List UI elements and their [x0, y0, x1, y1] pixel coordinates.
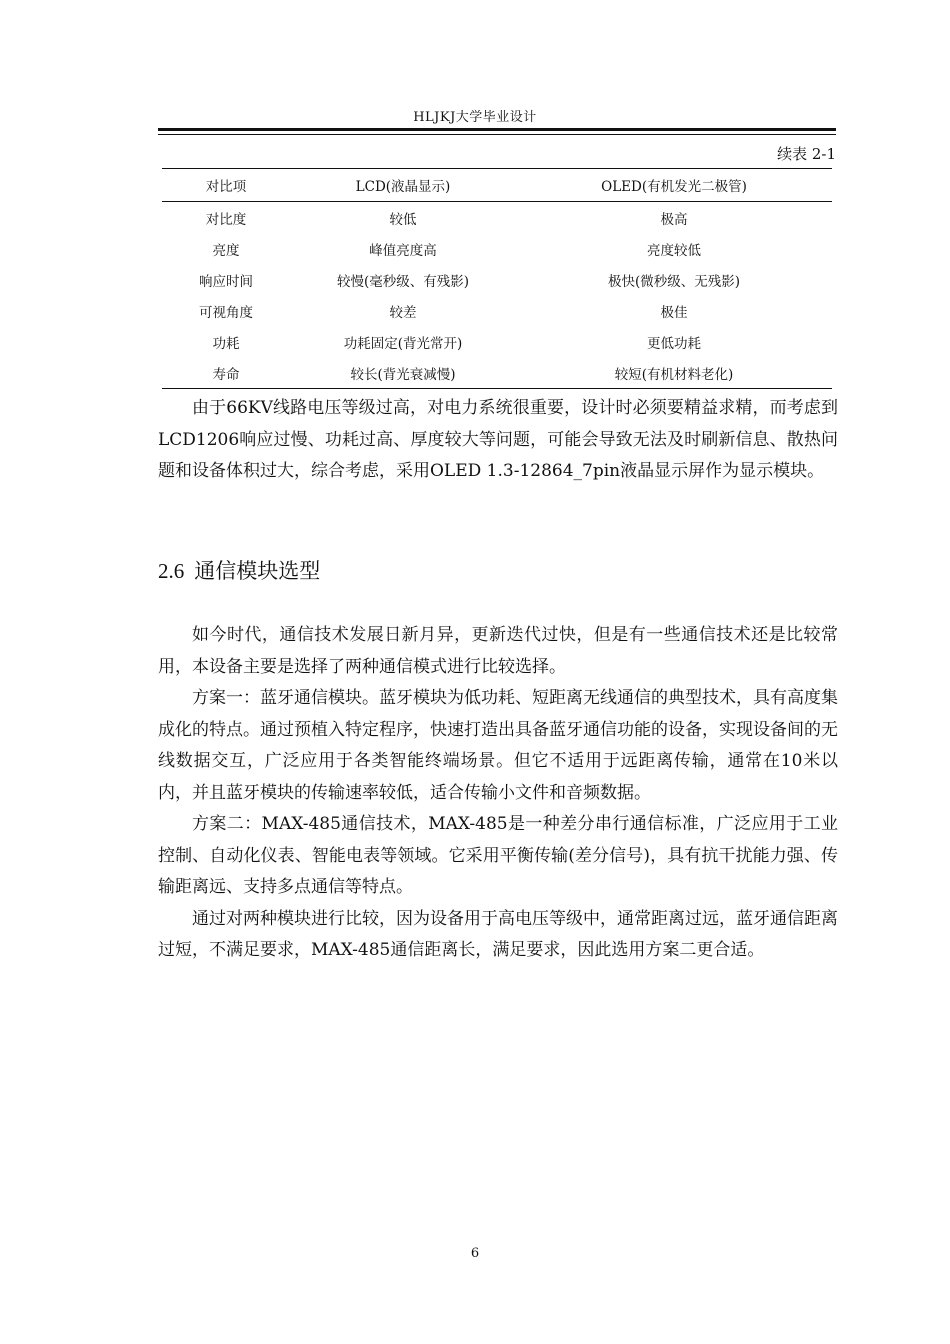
- table-cell: 更低功耗: [647, 335, 701, 352]
- table-header-cell: 对比项: [205, 179, 247, 195]
- table-row: [162, 357, 832, 389]
- table-cell: 寿命: [212, 366, 240, 383]
- table-cell: 响应时间: [199, 273, 253, 290]
- table-cell: 较低: [389, 211, 417, 228]
- table-cell: 峰值亮度高: [369, 242, 437, 259]
- paragraph: 方案一：蓝牙通信模块。蓝牙模块为低功耗、短距离无线通信的典型技术，具有高度集成化的特点。通过预植入特定程序，快速打造出具备蓝牙通信功能的设备，实现设备间的无线数据交互，广泛应用于各类智能终端场景。但它不适用于远距离传输，通常在10米以内，并且蓝牙模块的传输速率较低，适合传输小文件和音频数据。: [158, 688, 838, 803]
- table-cell: 较长(背光衰减慢): [350, 366, 456, 383]
- running-header: HLJKJ大学毕业设计: [413, 110, 537, 125]
- table-cell: 极快(微秒级、无残影): [607, 273, 741, 290]
- table-cell: 对比度: [205, 211, 247, 228]
- table-cell: 极高: [660, 211, 688, 228]
- table-cell: 亮度: [212, 242, 240, 259]
- table-cell: 极佳: [660, 304, 688, 321]
- comparison-table: [162, 168, 832, 389]
- paragraph: 如今时代，通信技术发展日新月异，更新迭代过快，但是有一些通信技术还是比较常用，本设备主要是选择了两种通信模式进行比较选择。: [158, 625, 838, 677]
- table-row: [162, 264, 832, 295]
- table-cell: 较短(有机材料老化): [614, 366, 734, 383]
- table-cell: 功耗: [212, 335, 240, 352]
- header-rule-thick: [158, 128, 836, 131]
- table-cell: 功耗固定(背光常开): [343, 335, 463, 352]
- section-title: 通信模块选型: [194, 559, 321, 583]
- table-cell: 可视角度: [199, 304, 253, 321]
- table-row: [162, 202, 832, 234]
- paragraph: 由于66KV线路电压等级过高，对电力系统很重要，设计时必须要精益求精，而考虑到LCD1206响应过慢、功耗过高、厚度较大等问题，可能会导致无法及时刷新信息、散热问题和设备体积过大，综合考虑，采用OLED 1.3-12864_7pin液晶显示屏作为显示模块。: [158, 398, 838, 481]
- table-header-row: [162, 169, 832, 202]
- table-header-cell: LCD(液晶显示): [355, 179, 451, 195]
- table-cell: 较慢(毫秒级、有残影): [336, 273, 470, 290]
- table-row: [162, 295, 832, 326]
- table-caption: 续表 2-1: [777, 145, 836, 163]
- section-heading: [158, 555, 320, 585]
- body-text-after-section: [158, 620, 838, 967]
- paragraph: 通过对两种模块进行比较，因为设备用于高电压等级中，通常距离过远，蓝牙通信距离过短，不满足要求，MAX-485通信距离长，满足要求，因此选用方案二更合适。: [158, 908, 838, 960]
- page-number: 6: [470, 1246, 480, 1261]
- paragraph: 方案二：MAX-485通信技术，MAX-485是一种差分串行通信标准，广泛应用于工业控制、自动化仪表、智能电表等领域。它采用平衡传输(差分信号)，具有抗干扰能力强、传输距离远、支持多点通信等特点。: [158, 814, 838, 897]
- table-header-cell: OLED(有机发光二极管): [601, 179, 747, 195]
- header-rule-thin: [158, 134, 836, 135]
- table-row: [162, 326, 832, 357]
- table-cell: 较差: [389, 304, 417, 321]
- table-row: [162, 233, 832, 264]
- section-number: 2.6: [158, 559, 185, 583]
- body-text-before-section: [158, 393, 838, 488]
- table-cell: 亮度较低: [647, 242, 701, 259]
